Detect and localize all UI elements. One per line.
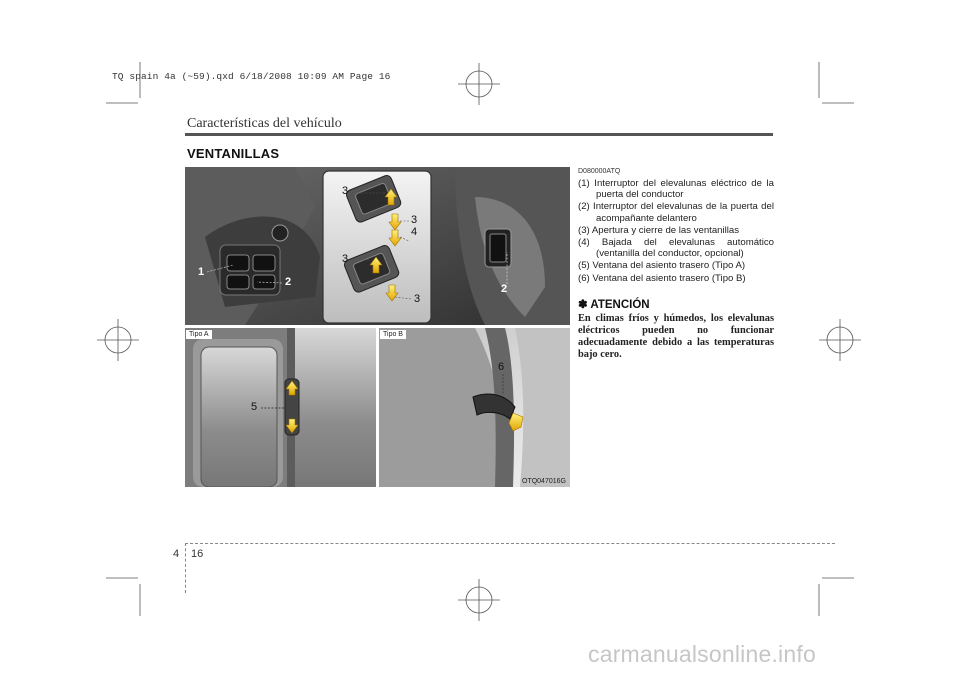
watermark: carmanualsonline.info <box>588 641 816 667</box>
header-rule <box>185 133 773 136</box>
list-item: (6) Ventana del asiento trasero (Tipo B) <box>578 272 746 284</box>
list-item: (5) Ventana del asiento trasero (Tipo A) <box>578 260 746 272</box>
callout-6: 6 <box>498 361 505 373</box>
list-item: (3) Apertura y cierre de las ventanillas <box>578 224 740 236</box>
callout-1: 1 <box>198 266 205 278</box>
attention-title: ✽ ATENCIÓN <box>578 299 650 311</box>
callout-3-mid: 3 <box>411 214 418 226</box>
footer-divider <box>185 543 186 593</box>
callout-4: 4 <box>411 226 418 238</box>
tipo-b-label: Tipo B <box>380 330 406 339</box>
figure-artwork <box>185 167 570 487</box>
page-number: 16 <box>191 548 204 560</box>
chapter-header: Características del vehículo <box>187 116 342 131</box>
callout-3-top: 3 <box>342 185 349 197</box>
print-slug: TQ spain 4a (~59).qxd 6/18/2008 10:09 AM Page 16 <box>112 71 391 82</box>
callout-3-low: 3 <box>342 253 349 265</box>
callout-5: 5 <box>251 401 258 413</box>
tipo-a-label: Tipo A <box>186 330 212 339</box>
footer-rule <box>185 543 835 544</box>
component-list <box>578 178 774 285</box>
chapter-number: 4 <box>173 548 180 560</box>
figure-code: OTQ047016G <box>522 478 566 485</box>
callout-3-bottom: 3 <box>414 293 421 305</box>
list-item: (1) Interruptor del elevalunas eléctrico de la puerta del conductor <box>578 178 774 201</box>
reference-code: D080000ATQ <box>578 168 621 175</box>
list-item: (4) Bajada del elevalunas automático (ventanilla del conductor, opcional) <box>578 237 774 260</box>
window-controls-figure <box>185 167 570 487</box>
callout-2-driver: 2 <box>285 276 292 288</box>
section-title: VENTANILLAS <box>187 146 280 161</box>
attention-body: En climas fríos y húmedos, los elevalunas eléctricos pueden no funcionar adecuadamente debido a las temperaturas bajo cero. <box>578 313 774 360</box>
list-item: (2) Interruptor del elevalunas de la puerta del acompañante delantero <box>578 201 774 224</box>
callout-2-passenger: 2 <box>501 283 508 295</box>
